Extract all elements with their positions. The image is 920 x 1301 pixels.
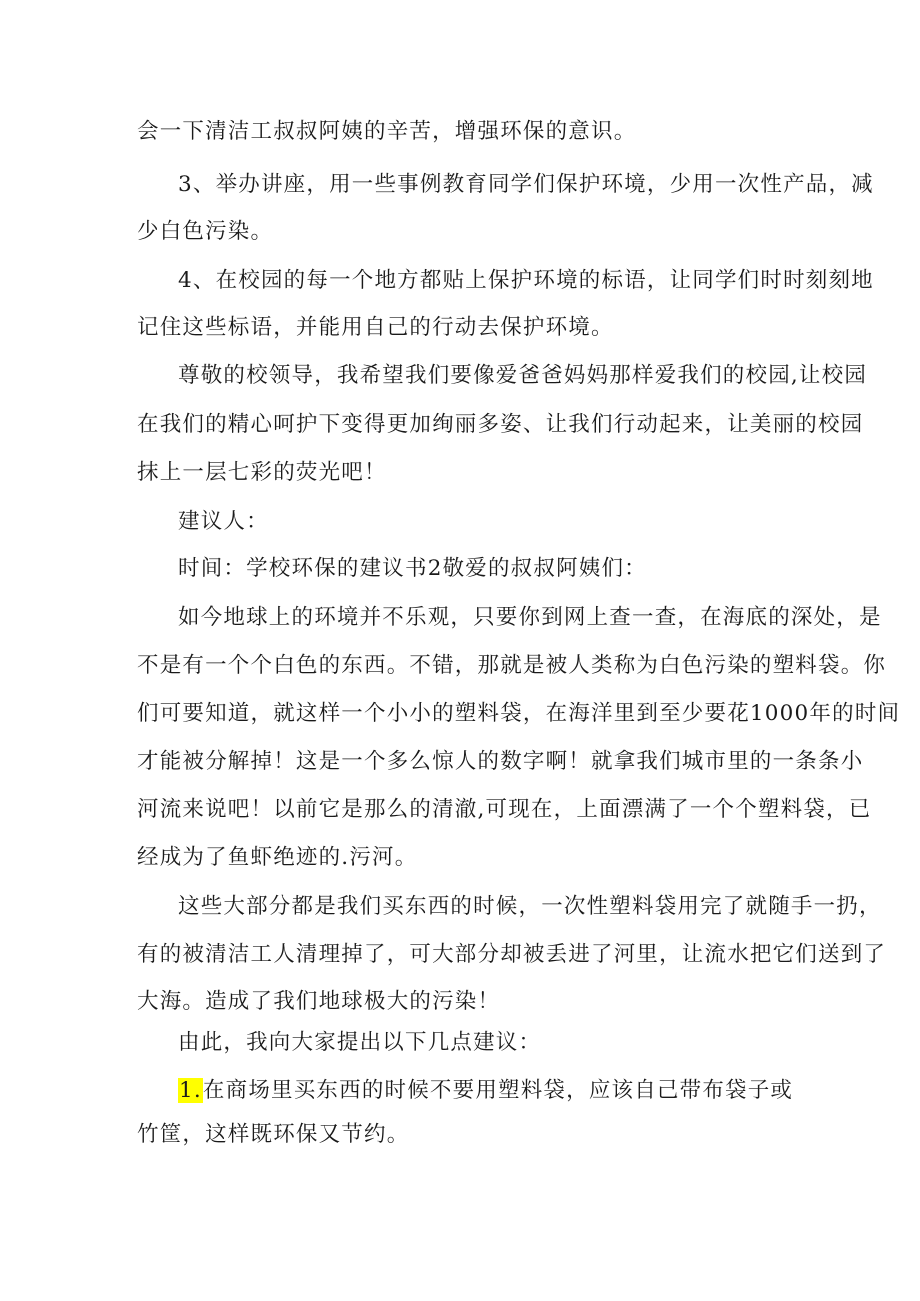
paragraph-line: 在我们的精心呵护下变得更加绚丽多姿、让我们行动起来，让美丽的校园 bbox=[137, 412, 864, 437]
paragraph-line: 们可要知道，就这样一个小小的塑料袋，在海洋里到至少要花1000年的时间 bbox=[137, 701, 901, 726]
paragraph-line: 3、举办讲座，用一些事例教育同学们保护环境，少用一次性产品，减 bbox=[178, 172, 874, 197]
paragraph-line: 竹筐，这样既环保又节约。 bbox=[137, 1122, 410, 1147]
paragraph-line: 这些大部分都是我们买东西的时候，一次性塑料袋用完了就随手一扔， bbox=[178, 894, 882, 919]
paragraph-line: 会一下清洁工叔叔阿姨的辛苦，增强环保的意识。 bbox=[137, 119, 637, 144]
paragraph-line: 河流来说吧！以前它是那么的清澈,可现在，上面漂满了一个个塑料袋，已 bbox=[137, 797, 872, 822]
paragraph-line: 有的被清洁工人清理掉了，可大部分却被丢进了河里，让流水把它们送到了 bbox=[137, 942, 887, 967]
paragraph-line: 尊敬的校领导，我希望我们要像爱爸爸妈妈那样爱我们的校园,让校园 bbox=[178, 363, 868, 388]
paragraph-line: 不是有一个个白色的东西。不错，那就是被人类称为白色污染的塑料袋。你 bbox=[137, 653, 887, 678]
list-item-text: 在商场里买东西的时候不要用塑料袋，应该自己带布袋子或 bbox=[202, 1078, 794, 1103]
paragraph-line: 如今地球上的环境并不乐观，只要你到网上查一查，在海底的深处，是 bbox=[178, 605, 882, 630]
date-line: 时间：学校环保的建议书2敬爱的叔叔阿姨们： bbox=[178, 556, 647, 581]
paragraph-line: 才能被分解掉！这是一个多么惊人的数字啊！就拿我们城市里的一条条小 bbox=[137, 749, 864, 774]
paragraph-line: 大海。造成了我们地球极大的污染！ bbox=[137, 989, 501, 1014]
signature-label: 建议人： bbox=[178, 509, 269, 534]
list-item bbox=[178, 1076, 793, 1106]
paragraph-line: 抹上一层七彩的荧光吧！ bbox=[137, 460, 387, 485]
paragraph-line: 4、在校园的每一个地方都贴上保护环境的标语，让同学们时时刻刻地 bbox=[178, 268, 874, 293]
highlighted-list-marker: 1. bbox=[179, 1078, 202, 1103]
paragraph-line: 由此，我向大家提出以下几点建议： bbox=[178, 1030, 542, 1055]
paragraph-line: 少白色污染。 bbox=[137, 219, 274, 244]
paragraph-line: 经成为了鱼虾绝迹的.污河。 bbox=[137, 845, 418, 870]
paragraph-line: 记住这些标语，并能用自己的行动去保护环境。 bbox=[137, 315, 614, 340]
